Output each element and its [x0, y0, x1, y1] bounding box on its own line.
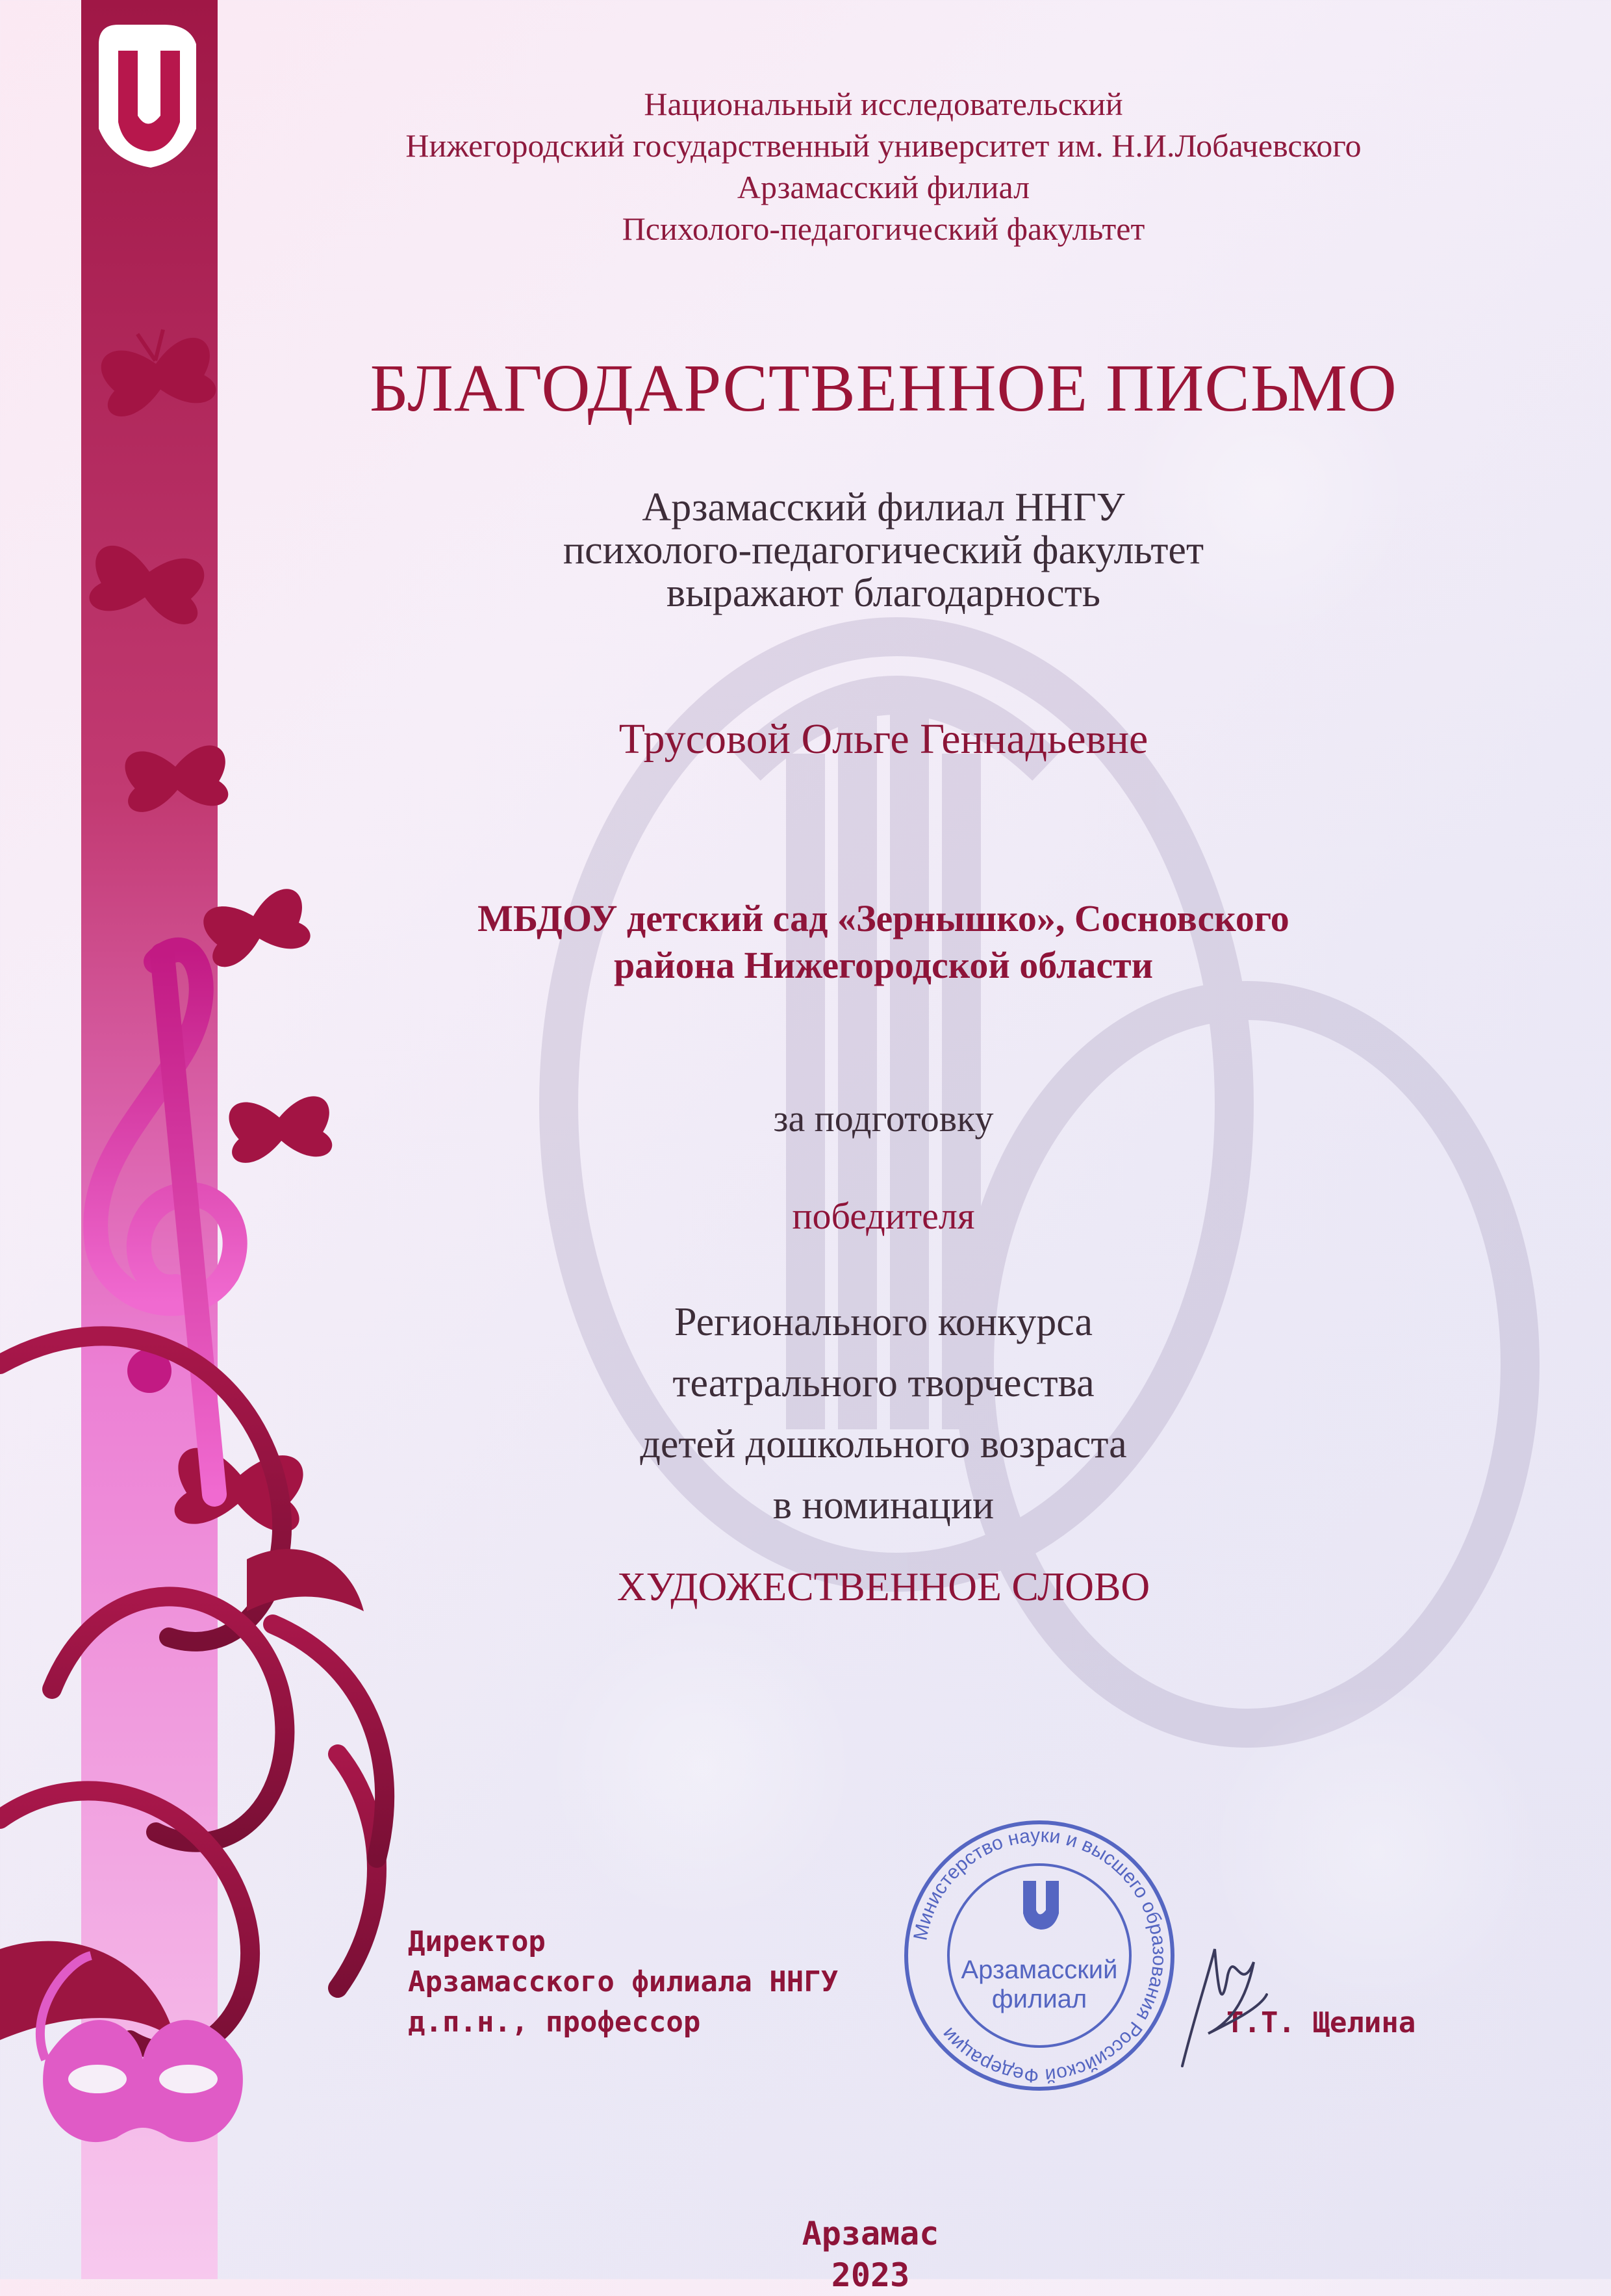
winner-text: победителя: [792, 1195, 975, 1237]
intro-line-1: Арзамасский филиал ННГУ: [642, 485, 1125, 529]
organization-block: [312, 895, 1455, 989]
handwritten-signature: [1169, 1936, 1273, 2079]
contest-line-3: детей дошкольного возраста: [640, 1422, 1127, 1466]
signatory-position: Директор: [408, 1925, 546, 1958]
signatory-name: Т.Т. Щелина: [1226, 2006, 1416, 2039]
header-line-4: Психолого-педагогический факультет: [622, 210, 1145, 247]
intro-line-2: психолого-педагогический факультет: [563, 528, 1204, 572]
stamp-ring-text: Министерство науки и высшего образования Российской Федерации: [909, 1824, 1171, 2087]
official-stamp: [896, 1813, 1182, 2098]
signatory-degree: д.п.н., профессор: [408, 2006, 701, 2039]
contest-line-1: Регионального конкурса: [674, 1300, 1093, 1344]
recipient-name: Трусовой Ольге Геннадьевне: [618, 715, 1148, 763]
intro-block: [312, 486, 1455, 615]
organization-line-1: МБДОУ детский сад «Зернышко», Сосновского: [477, 897, 1289, 939]
university-logo-icon: [99, 25, 196, 168]
footer: [734, 2213, 1007, 2296]
signatory-block: [408, 1922, 838, 2043]
organization-line-2: района Нижегородской области: [613, 944, 1154, 986]
signatory-branch: Арзамасского филиала ННГУ: [408, 1965, 839, 1998]
header-line-1: Национальный исследовательский: [644, 86, 1123, 122]
footer-year: 2023: [831, 2256, 910, 2294]
nomination-title: ХУДОЖЕСТВЕННОЕ СЛОВО: [616, 1565, 1150, 1609]
contest-line-2: театрального творчества: [672, 1361, 1095, 1405]
stamp-logo-icon: [1023, 1881, 1059, 1930]
stamp-center-line-2: филиал: [991, 1985, 1087, 2013]
document-title: БЛАГОДАРСТВЕННОЕ ПИСЬМО: [370, 351, 1397, 426]
stamp-center-line-1: Арзамасский: [961, 1956, 1118, 1984]
header-line-2: Нижегородский государственный университет им. Н.И.Лобачевского: [405, 127, 1362, 164]
intro-line-3: выражают благодарность: [666, 571, 1101, 615]
footer-city: Арзамас: [802, 2215, 939, 2252]
for-text: за подготовку: [773, 1097, 994, 1140]
contest-line-4: в номинации: [772, 1483, 995, 1527]
contest-block: [312, 1292, 1455, 1536]
institution-header: [312, 83, 1455, 249]
header-line-3: Арзамасский филиал: [737, 169, 1030, 205]
